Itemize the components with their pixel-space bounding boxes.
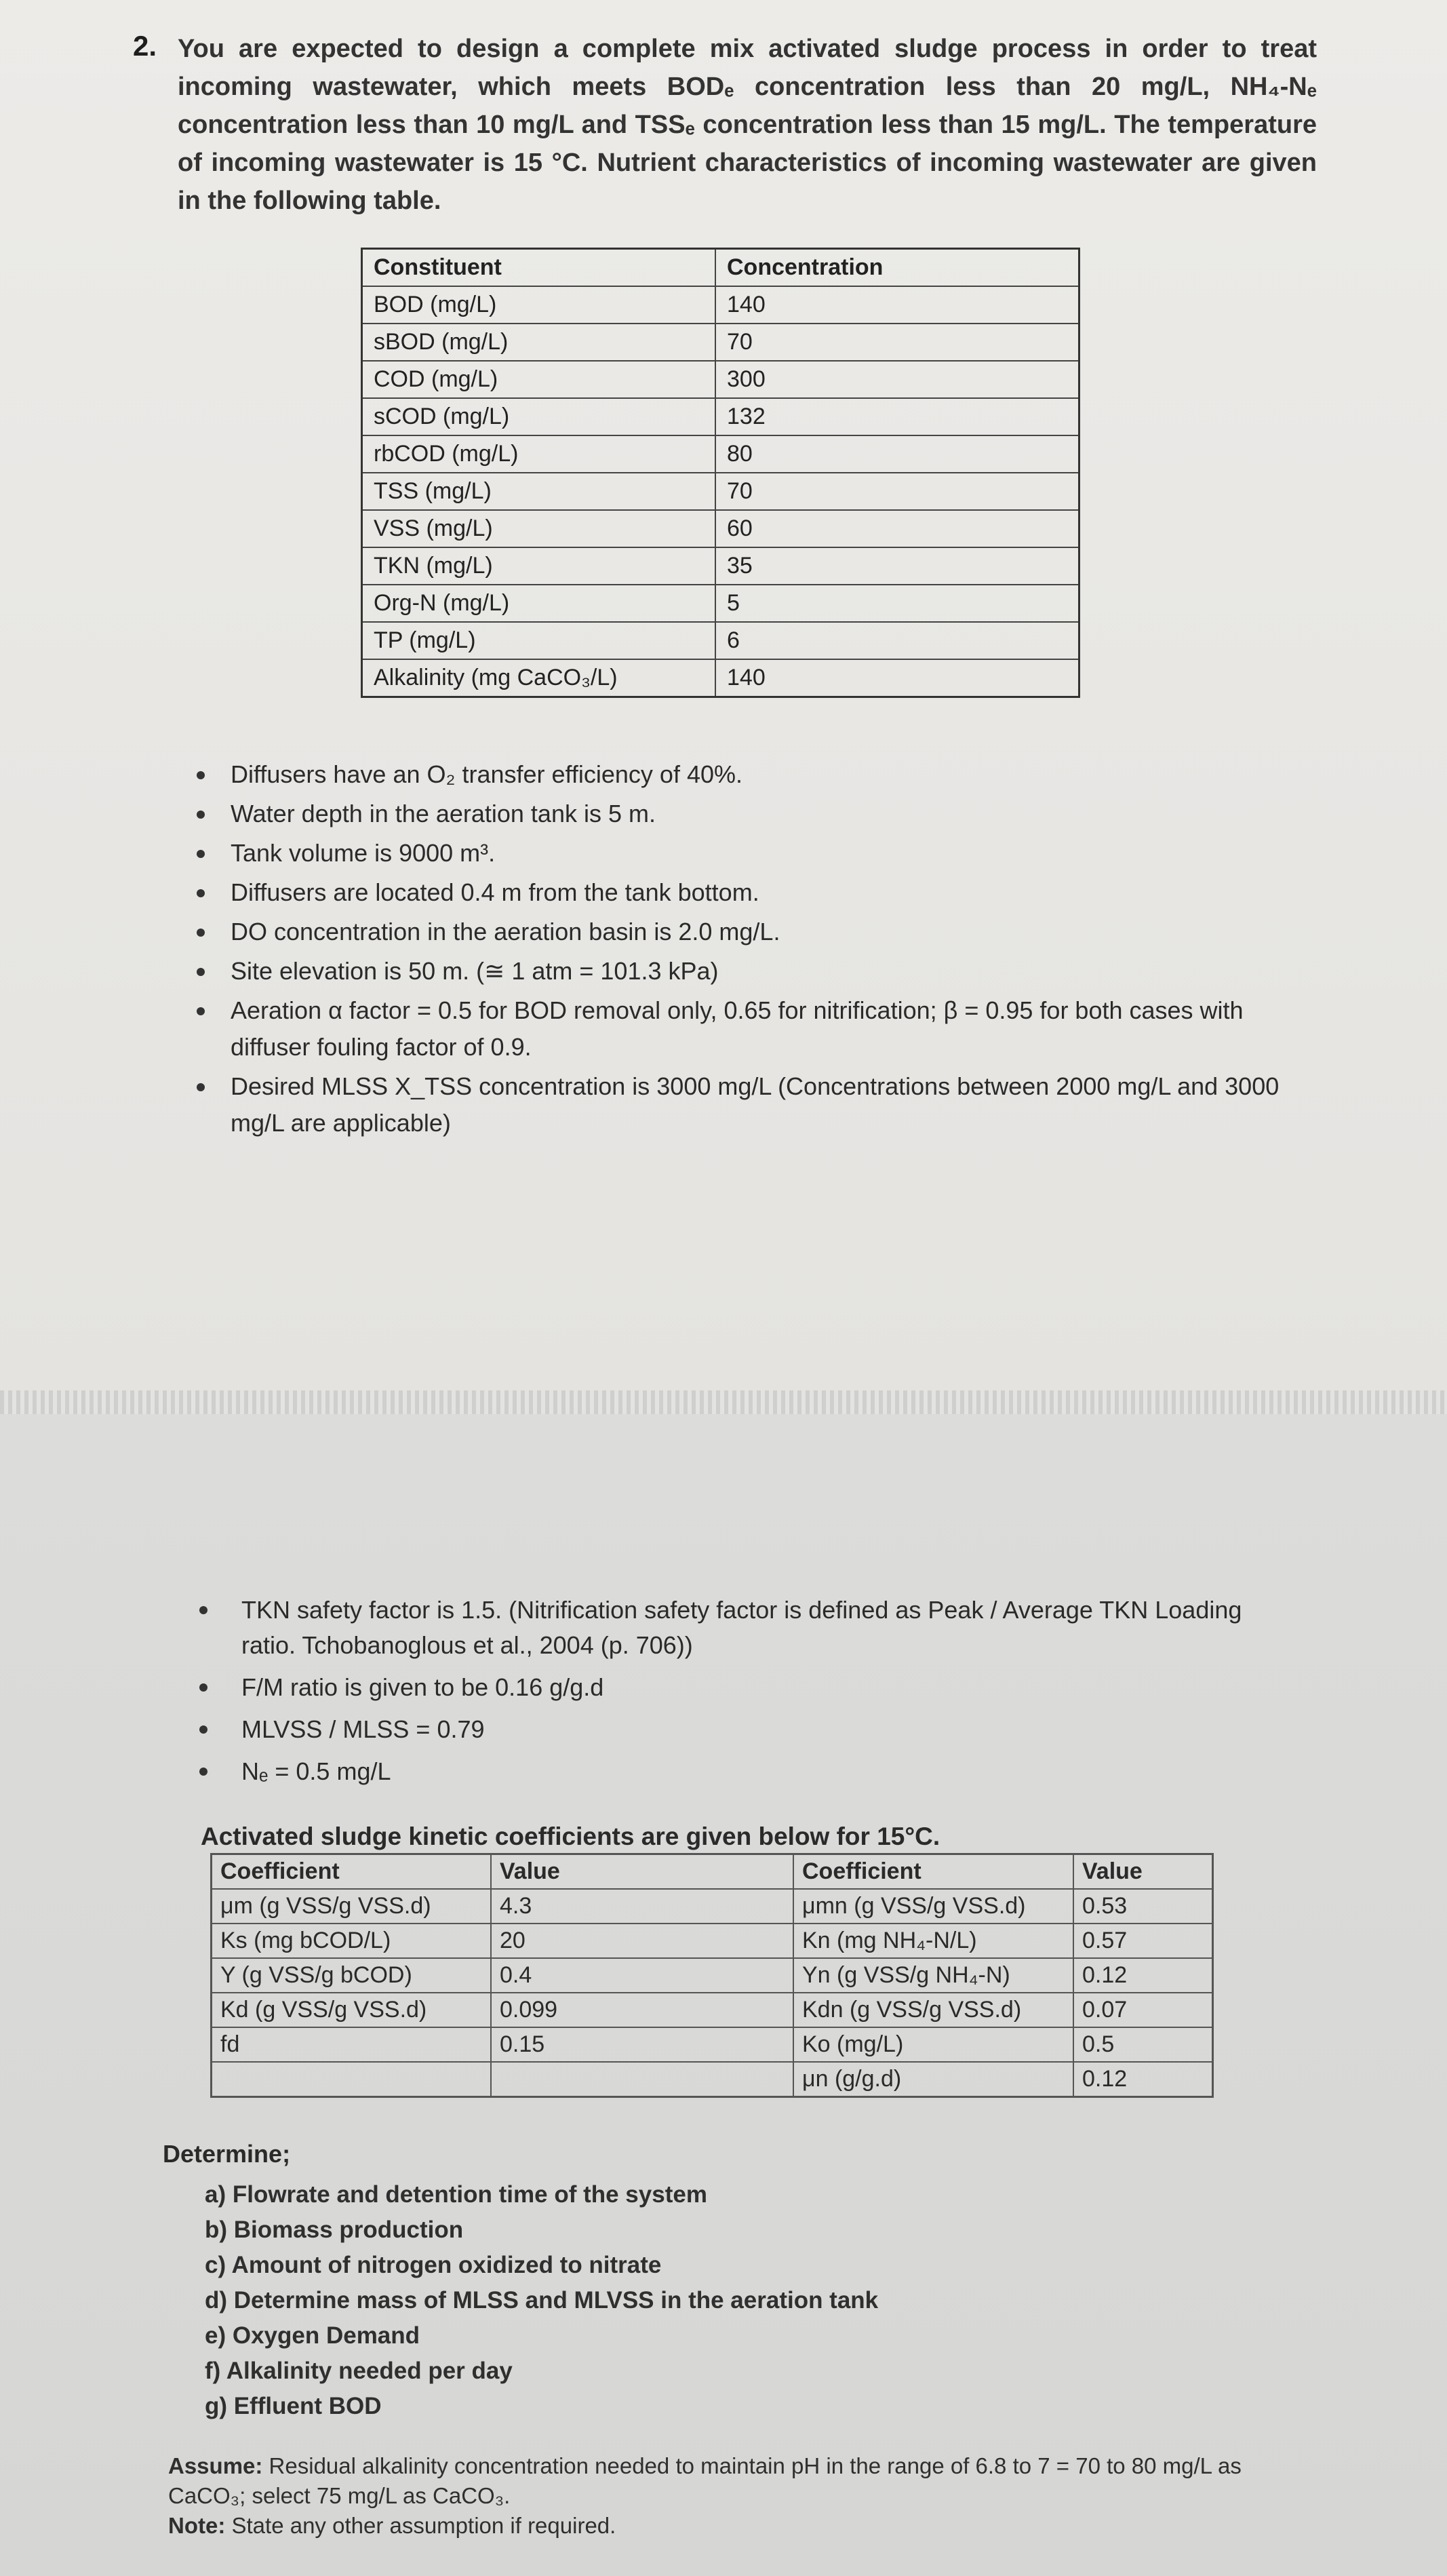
concentration-cell: 140 bbox=[715, 659, 1079, 697]
table-row bbox=[362, 547, 1079, 585]
concentration-cell: 80 bbox=[715, 435, 1079, 473]
header-concentration: Concentration bbox=[715, 249, 1079, 287]
coefficient-cell: Y (g VSS/g bCOD) bbox=[212, 1958, 492, 1993]
constituent-cell: BOD (mg/L) bbox=[362, 286, 716, 324]
concentration-cell: 132 bbox=[715, 398, 1079, 435]
value-cell: 0.5 bbox=[1073, 2027, 1213, 2062]
kinetic-caption: Activated sludge kinetic coefficients are given below for 15°C. bbox=[201, 1822, 940, 1850]
task-list bbox=[205, 2177, 878, 2424]
table-row bbox=[362, 361, 1079, 398]
design-conditions-list bbox=[231, 756, 1315, 1144]
task-item: b) Biomass production bbox=[205, 2217, 464, 2243]
table-row bbox=[212, 2062, 1213, 2097]
design-conditions-list-2 bbox=[241, 1593, 1299, 1796]
list-item: Water depth in the aeration tank is 5 m. bbox=[231, 796, 1315, 832]
coefficient-cell: μm (g VSS/g VSS.d) bbox=[212, 1889, 492, 1924]
value-cell: 0.12 bbox=[1073, 1958, 1213, 1993]
list-item: Aeration α factor = 0.5 for BOD removal only, 0.65 for nitrification; β = 0.95 for both cases with diffuser fouling factor of 0.9. bbox=[231, 992, 1315, 1066]
header-value-1: Value bbox=[491, 1854, 793, 1890]
table-row bbox=[362, 324, 1079, 361]
kinetic-table-header bbox=[212, 1854, 1213, 1890]
header-coefficient-1: Coefficient bbox=[212, 1854, 492, 1890]
note-label: Note: bbox=[168, 2513, 226, 2538]
table-row bbox=[362, 286, 1079, 324]
table-row bbox=[212, 1924, 1213, 1958]
task-item: a) Flowrate and detention time of the system bbox=[205, 2181, 707, 2208]
list-item: TKN safety factor is 1.5. (Nitrification safety factor is defined as Peak / Average TKN Loading ratio. Tchobanoglous et al., 2004 (p. 706)) bbox=[241, 1593, 1299, 1663]
value-cell: 4.3 bbox=[491, 1889, 793, 1924]
constituent-cell: TKN (mg/L) bbox=[362, 547, 716, 585]
list-item: Tank volume is 9000 m³. bbox=[231, 835, 1315, 872]
coefficient-cell: fd bbox=[212, 2027, 492, 2062]
list-item: Nₑ = 0.5 mg/L bbox=[241, 1754, 1299, 1789]
table-row bbox=[362, 622, 1079, 659]
constituent-cell: TP (mg/L) bbox=[362, 622, 716, 659]
constituent-cell: sBOD (mg/L) bbox=[362, 324, 716, 361]
value-cell: 0.4 bbox=[491, 1958, 793, 1993]
coefficient-cell: μmn (g VSS/g VSS.d) bbox=[793, 1889, 1073, 1924]
coefficient-cell: Kd (g VSS/g VSS.d) bbox=[212, 1993, 492, 2027]
value-cell: 0.53 bbox=[1073, 1889, 1213, 1924]
constituent-cell: sCOD (mg/L) bbox=[362, 398, 716, 435]
task-item: d) Determine mass of MLSS and MLVSS in the aeration tank bbox=[205, 2287, 879, 2314]
table-row bbox=[212, 1993, 1213, 2027]
header-coefficient-2: Coefficient bbox=[793, 1854, 1073, 1890]
list-item: MLVSS / MLSS = 0.79 bbox=[241, 1712, 1299, 1747]
assume-label: Assume: bbox=[168, 2453, 263, 2478]
coefficient-cell: μn (g/g.d) bbox=[793, 2062, 1073, 2097]
note-text: State any other assumption if required. bbox=[225, 2513, 616, 2538]
value-cell: 0.099 bbox=[491, 1993, 793, 2027]
value-cell: 0.57 bbox=[1073, 1924, 1213, 1958]
table-row bbox=[362, 659, 1079, 697]
task-item: e) Oxygen Demand bbox=[205, 2322, 420, 2349]
table-row bbox=[362, 510, 1079, 547]
concentration-cell: 35 bbox=[715, 547, 1079, 585]
value-cell: 0.12 bbox=[1073, 2062, 1213, 2097]
constituent-cell: TSS (mg/L) bbox=[362, 473, 716, 510]
table-row bbox=[362, 585, 1079, 622]
value-cell bbox=[491, 2062, 793, 2097]
list-item: DO concentration in the aeration basin is 2.0 mg/L. bbox=[231, 914, 1315, 950]
kinetic-table bbox=[210, 1853, 1214, 2098]
value-cell: 0.15 bbox=[491, 2027, 793, 2062]
table-row bbox=[212, 1958, 1213, 1993]
task-item: c) Amount of nitrogen oxidized to nitrate bbox=[205, 2252, 662, 2278]
determine-title: Determine; bbox=[163, 2140, 291, 2168]
concentration-cell: 60 bbox=[715, 510, 1079, 547]
nutrient-table-header bbox=[362, 249, 1079, 287]
task-item: g) Effluent BOD bbox=[205, 2393, 382, 2419]
question-number: 2. bbox=[133, 30, 157, 62]
value-cell: 20 bbox=[491, 1924, 793, 1958]
table-row bbox=[212, 1889, 1213, 1924]
coefficient-cell: Ko (mg/L) bbox=[793, 2027, 1073, 2062]
question-intro: You are expected to design a complete mix activated sludge process in order to treat incoming wastewater, which meets BODₑ concentration less than 20 mg/L, NH₄-Nₑ concentration less than 10 mg/L and TSSₑ concentration less than 15 mg/L. The temperature of incoming wastewater is 15 °C. Nutrient characteristics of incoming wastewater are given in the following table. bbox=[178, 35, 1317, 215]
concentration-cell: 70 bbox=[715, 324, 1079, 361]
table-row bbox=[212, 2027, 1213, 2062]
coefficient-cell: Kn (mg NH₄-N/L) bbox=[793, 1924, 1073, 1958]
task-item: f) Alkalinity needed per day bbox=[205, 2358, 513, 2384]
constituent-cell: rbCOD (mg/L) bbox=[362, 435, 716, 473]
concentration-cell: 300 bbox=[715, 361, 1079, 398]
constituent-cell: Org-N (mg/L) bbox=[362, 585, 716, 622]
coefficient-cell: Kdn (g VSS/g VSS.d) bbox=[793, 1993, 1073, 2027]
assume-text: Residual alkalinity concentration needed to maintain pH in the range of 6.8 to 7 = 70 to 80 mg/L as CaCO₃; select 75 mg/L as CaCO₃. bbox=[168, 2453, 1242, 2508]
coefficient-cell: Ks (mg bCOD/L) bbox=[212, 1924, 492, 1958]
list-item: Desired MLSS X_TSS concentration is 3000 mg/L (Concentrations between 2000 mg/L and 3000 mg/L are applicable) bbox=[231, 1068, 1315, 1141]
assumption-note bbox=[168, 2451, 1321, 2541]
concentration-cell: 70 bbox=[715, 473, 1079, 510]
header-constituent: Constituent bbox=[362, 249, 716, 287]
concentration-cell: 5 bbox=[715, 585, 1079, 622]
table-row bbox=[362, 435, 1079, 473]
coefficient-cell bbox=[212, 2062, 492, 2097]
value-cell: 0.07 bbox=[1073, 1993, 1213, 2027]
coefficient-cell: Yn (g VSS/g NH₄-N) bbox=[793, 1958, 1073, 1993]
nutrient-table bbox=[361, 248, 1080, 698]
table-row bbox=[362, 398, 1079, 435]
table-row bbox=[362, 473, 1079, 510]
constituent-cell: Alkalinity (mg CaCO₃/L) bbox=[362, 659, 716, 697]
concentration-cell: 6 bbox=[715, 622, 1079, 659]
list-item: Site elevation is 50 m. (≅ 1 atm = 101.3 kPa) bbox=[231, 953, 1315, 990]
list-item: Diffusers are located 0.4 m from the tank bottom. bbox=[231, 874, 1315, 911]
photo-seam bbox=[0, 1390, 1447, 1414]
list-item: Diffusers have an O₂ transfer efficiency of 40%. bbox=[231, 756, 1315, 793]
concentration-cell: 140 bbox=[715, 286, 1079, 324]
list-item: F/M ratio is given to be 0.16 g/g.d bbox=[241, 1670, 1299, 1705]
constituent-cell: COD (mg/L) bbox=[362, 361, 716, 398]
constituent-cell: VSS (mg/L) bbox=[362, 510, 716, 547]
header-value-2: Value bbox=[1073, 1854, 1213, 1890]
